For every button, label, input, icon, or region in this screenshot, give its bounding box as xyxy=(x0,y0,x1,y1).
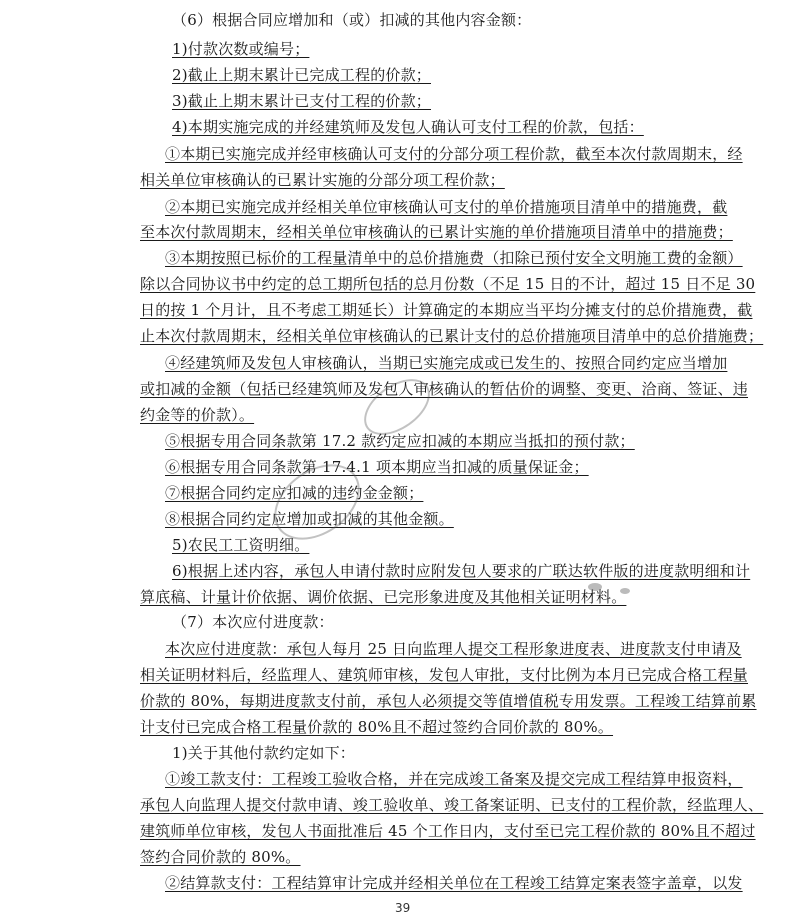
clause-7-heading: （7）本次应付进度款： xyxy=(172,613,334,631)
sub-2-line-2: 至本次付款周期末，经相关单位审核确认的已累计实施的单价措施项目清单中的措施费； xyxy=(140,223,733,241)
sub-4-line-3: 约金等的价款）。 xyxy=(140,406,255,424)
sub-4-line-1: ④经建筑师及发包人审核确认，当期已实施完成或已发生的、按照合同约定应当增加 xyxy=(165,354,728,372)
sub-3-line-1: ③本期按照已标价的工程量清单中的总价措施费（扣除已预付安全文明施工费的金额） xyxy=(165,249,743,267)
sub-6: ⑥根据专用合同条款第 17.4.1 项本期应当扣减的质量保证金； xyxy=(165,458,589,476)
sub-2-line-1: ②本期已实施完成并经相关单位审核确认可支付的单价措施项目清单中的措施费，截 xyxy=(165,198,728,216)
progress-payment-line-4: 计支付已完成合格工程量价款的 80%且不超过签约合同价款的 80%。 xyxy=(140,718,614,736)
sub-5: ⑤根据专用合同条款第 17.2 款约定应扣减的本期应当抵扣的预付款； xyxy=(165,432,635,450)
sub-4-line-2: 或扣减的金额（包括已经建筑师及发包人审核确认的暂估价的调整、变更、洽商、签证、违 xyxy=(140,380,749,398)
scan-smudge xyxy=(588,583,602,591)
item-6-line-2: 算底稿、计量计价依据、调价依据、已完形象进度及其他相关证明材料。 xyxy=(140,588,627,606)
completion-payment-line-2: 承包人向监理人提交付款申请、竣工验收单、竣工备案证明、已支付的工程价款，经监理人、 xyxy=(140,796,764,814)
sub-1-line-2: 相关单位审核确认的已累计实施的分部分项工程价款； xyxy=(140,171,505,189)
sub-1-line-1: ①本期已实施完成并经审核确认可支付的分部分项工程价款，截至本次付款周期末，经 xyxy=(165,145,743,163)
completion-payment-line-4: 签约合同价款的 80%。 xyxy=(140,848,301,866)
item-5-wage-details: 5)农民工工资明细。 xyxy=(172,536,310,554)
progress-payment-line-3: 价款的 80%，每期进度款支付前，承包人必须提交等值增值税专用发票。工程竣工结算前累 xyxy=(140,692,757,710)
progress-payment-line-2: 相关证明材料后，经监理人、建筑师审核，发包人审批，支付比例为本月已完成合格工程量 xyxy=(140,666,749,684)
other-payments-heading: 1)关于其他付款约定如下： xyxy=(172,744,355,762)
sub-3-line-2: 除以合同协议书中约定的总工期所包括的总月份数（不足 15 日的不计，超过 15 日不足 30 xyxy=(140,275,756,293)
progress-payment-line-1: 本次应付进度款：承包人每月 25 日向监理人提交工程形象进度表、进度款支付申请及 xyxy=(165,640,742,658)
item-1-payment-number: 1)付款次数或编号； xyxy=(172,40,310,58)
item-6-line-1: 6)根据上述内容，承包人申请付款时应附发包人要求的广联达软件版的进度款明细和计 xyxy=(172,562,751,580)
sub-3-line-3: 日的按 1 个月计，且不考虑工期延长）计算确定的本期应当平均分摊支付的总价措施费，截 xyxy=(140,301,753,319)
completion-payment-line-3: 建筑师单位审核，发包人书面批准后 45 个工作日内，支付至已完工程价款的 80%且不超过 xyxy=(140,822,756,840)
clause-6-heading: （6）根据合同应增加和（或）扣减的其他内容金额： xyxy=(172,11,532,29)
sub-8: ⑧根据合同约定应增加或扣减的其他金额。 xyxy=(165,510,454,528)
sub-7: ⑦根据合同约定应扣减的违约金金额； xyxy=(165,484,424,502)
item-4-current-period: 4)本期实施完成的并经建筑师及发包人确认可支付工程的价款，包括： xyxy=(172,118,644,136)
page-number: 39 xyxy=(395,901,411,915)
settlement-payment-line-1: ②结算款支付：工程结算审计完成并经相关单位在工程竣工结算定案表签字盖章，以发 xyxy=(165,874,743,892)
sub-3-line-4: 止本次付款周期末，经相关单位审核确认的已累计支付的总价措施项目清单中的总价措施费； xyxy=(140,327,764,345)
item-3-cumulative-paid: 3)截止上期末累计已支付工程的价款； xyxy=(172,92,431,110)
item-2-cumulative-completed: 2)截止上期末累计已完成工程的价款； xyxy=(172,66,431,84)
completion-payment-line-1: ①竣工款支付：工程竣工验收合格，并在完成竣工备案及提交完成工程结算申报资料， xyxy=(165,770,743,788)
scan-smudge-2 xyxy=(620,588,630,594)
